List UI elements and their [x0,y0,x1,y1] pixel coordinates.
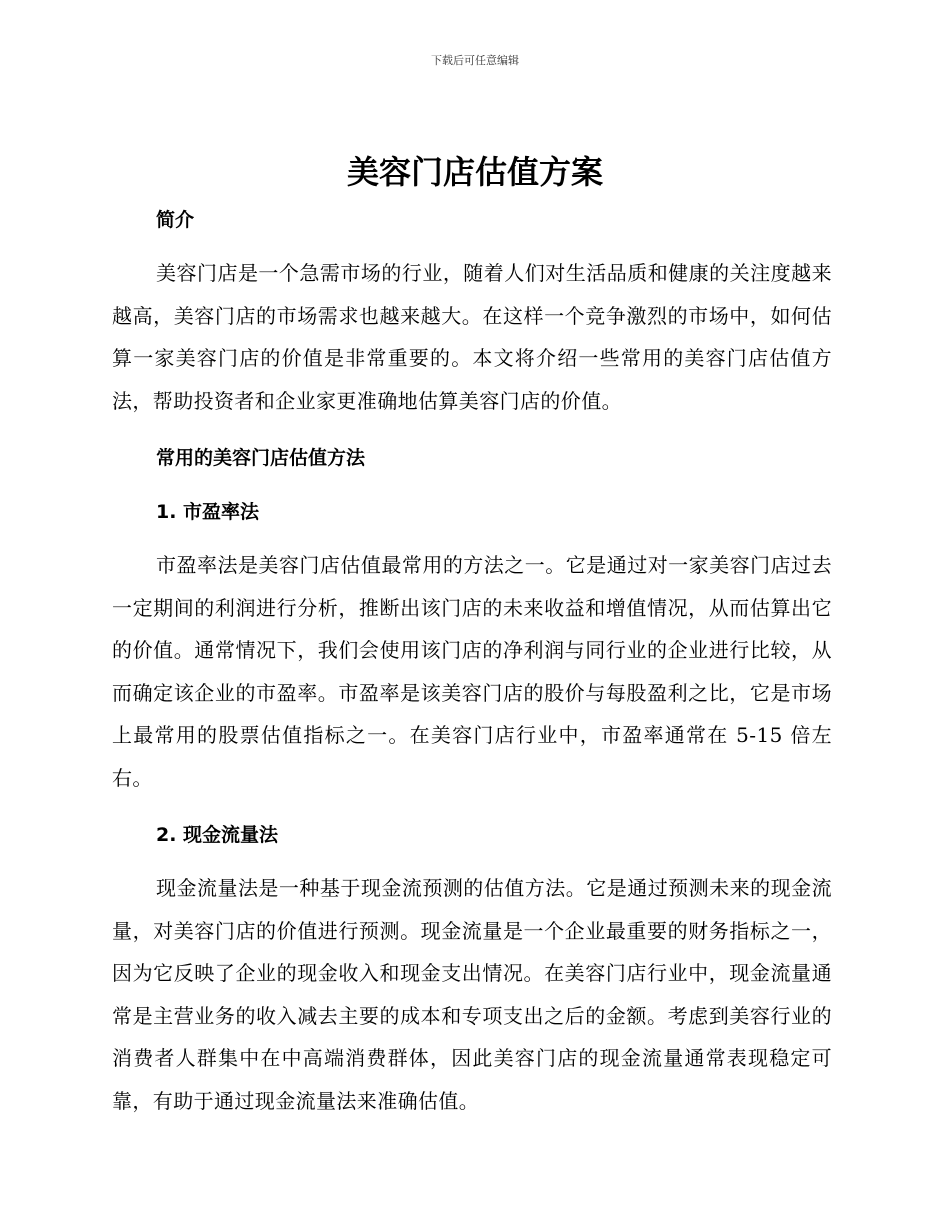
section-heading-intro: 简介 [156,209,195,231]
document-title: 美容门店估值方案 [346,153,603,191]
document-body [112,200,832,1122]
section-heading-pe-ratio: 1. 市盈率法 [156,501,260,523]
header-note: 下载后可任意编辑 [431,54,519,67]
paragraph-intro: 美容门店是一个急需市场的行业，随着人们对生活品质和健康的关注度越来越高，美容门店的市场需求也越来越大。在这样一个竞争激烈的市场中，如何估算一家美容门店的价值是非常重要的。本文将介绍一些常用的美容门店估值方法，帮助投资者和企业家更准确地估算美容门店的价值。 [112,261,832,413]
paragraph-pe-ratio: 市盈率法是美容门店估值最常用的方法之一。它是通过对一家美容门店过去一定期间的利润进行分析，推断出该门店的未来收益和增值情况，从而估算出它的价值。通常情况下，我们会使用该门店的净利润与同行业的企业进行比较，从而确定该企业的市盈率。市盈率是该美容门店的股价与每股盈利之比，它是市场上最常用的股票估值指标之一。在美容门店行业中，市盈率通常在 5-15 倍左右。 [112,553,832,790]
paragraph-cash-flow: 现金流量法是一种基于现金流预测的估值方法。它是通过预测未来的现金流量，对美容门店的价值进行预测。现金流量是一个企业最重要的财务指标之一，因为它反映了企业的现金收入和现金支出情况。在美容门店行业中，现金流量通常是主营业务的收入减去主要的成本和专项支出之后的金额。考虑到美容行业的消费者人群集中在中高端消费群体，因此美容门店的现金流量通常表现稳定可靠，有助于通过现金流量法来准确估值。 [112,876,832,1113]
section-heading-cash-flow: 2. 现金流量法 [156,824,279,846]
section-heading-methods: 常用的美容门店估值方法 [156,447,366,469]
